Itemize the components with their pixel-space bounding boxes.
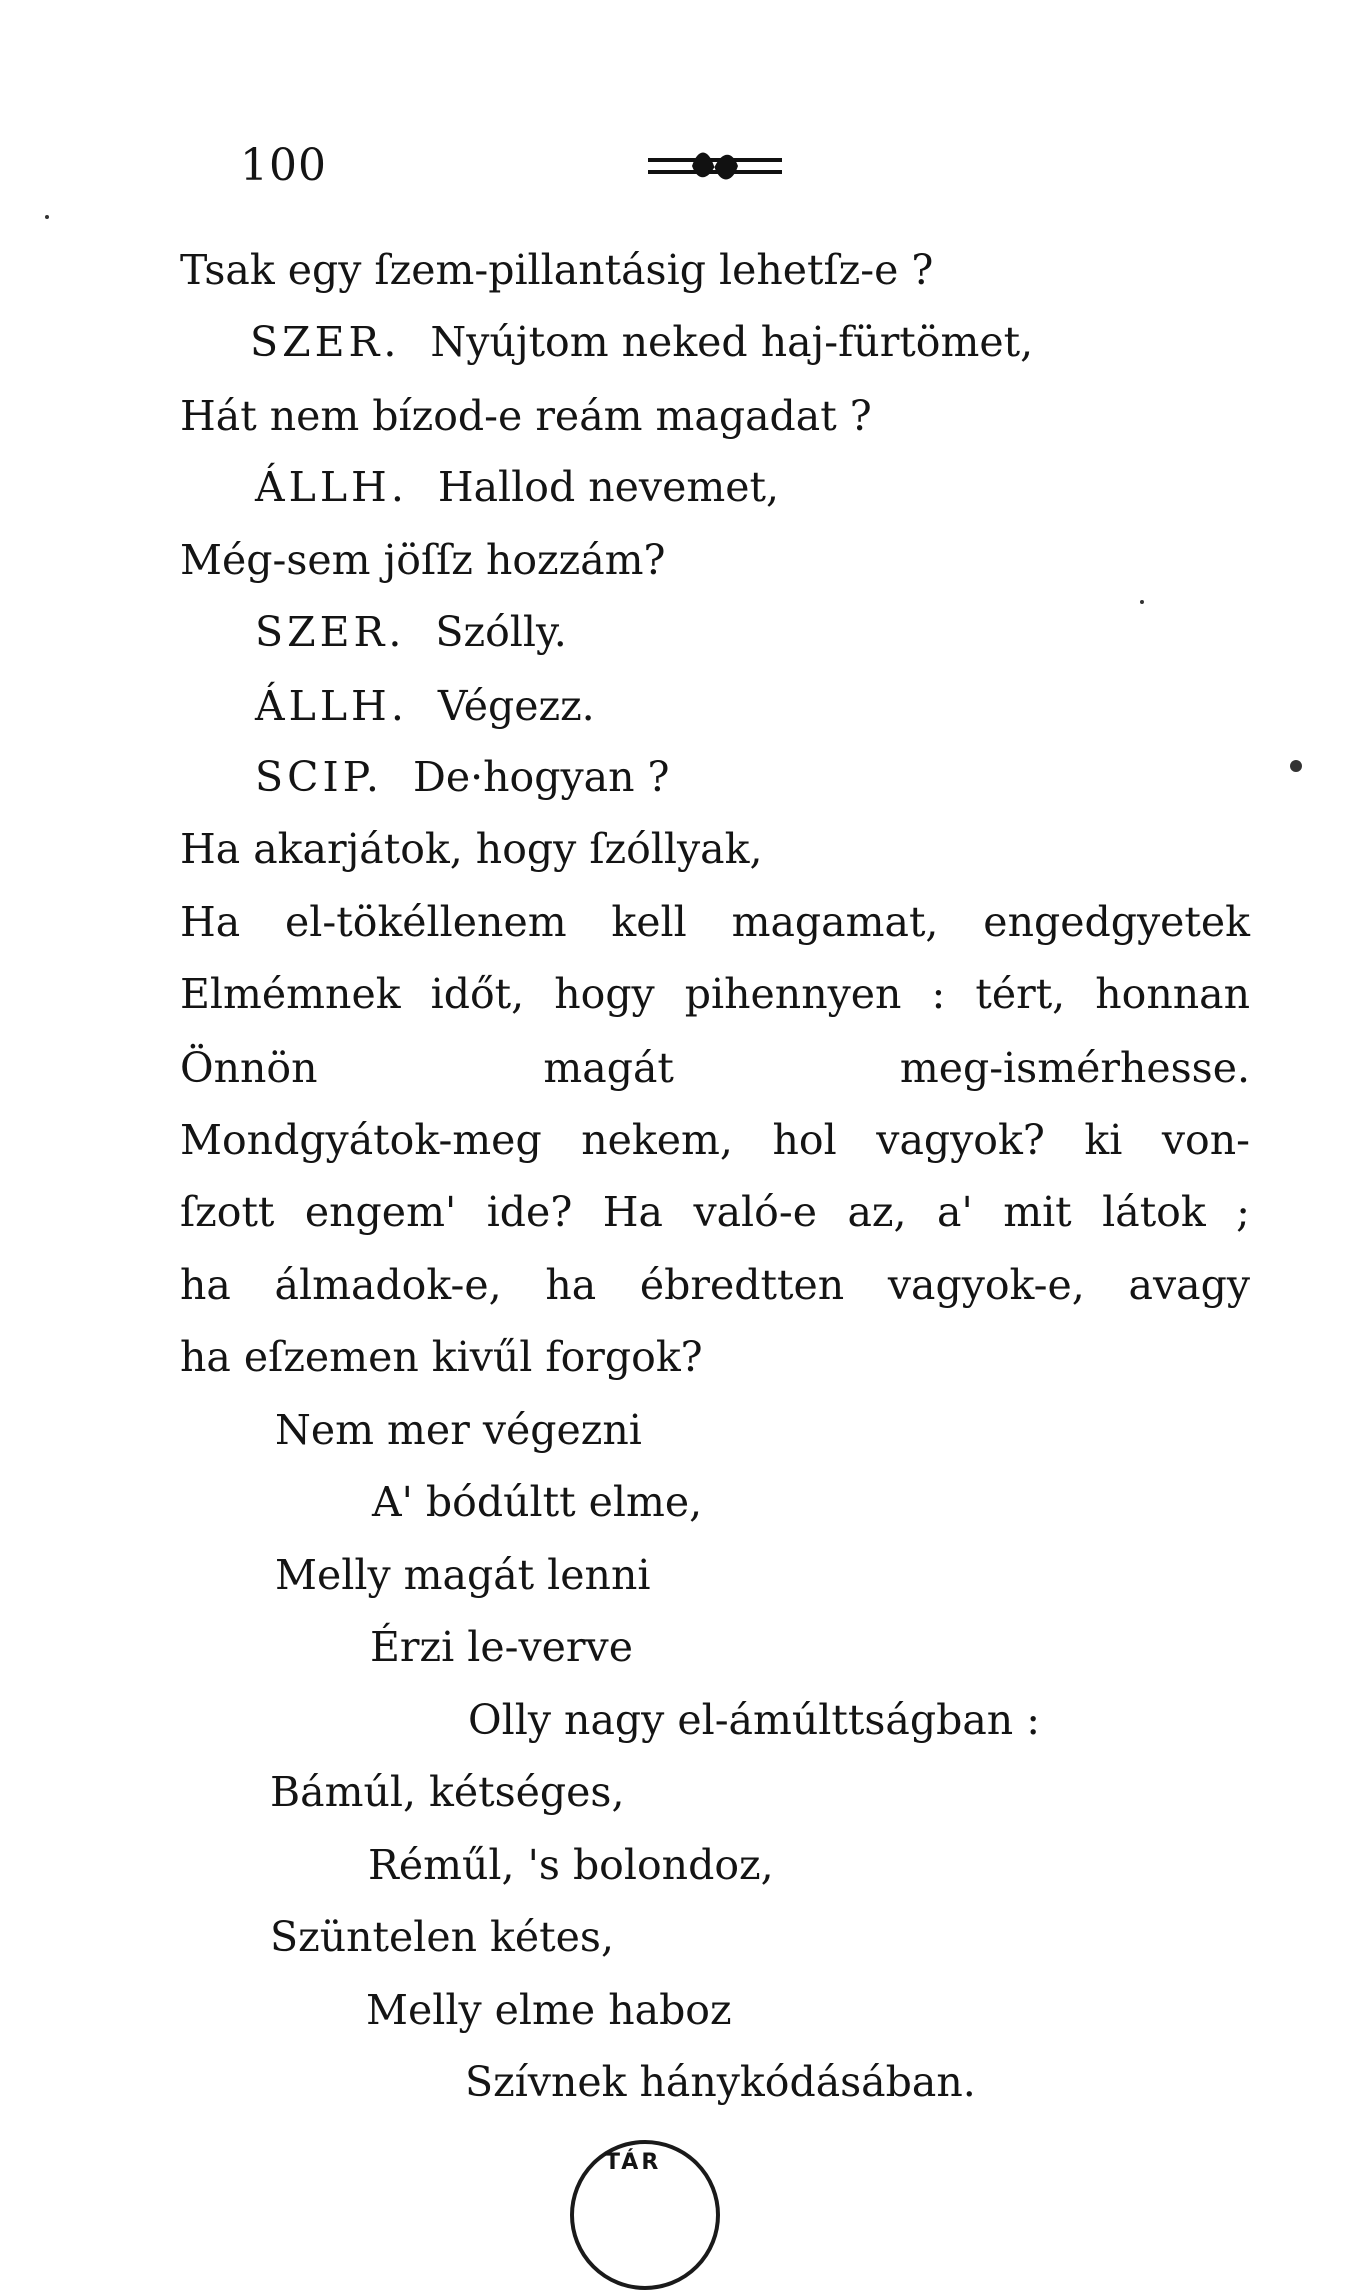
text-line-2: SZER. Nyújtom neked haj-fürtömet, — [250, 318, 1034, 366]
verse-line-1: Nem mer végezni — [275, 1406, 642, 1454]
text-line-14: ſzott engem' ide? Ha való-e az, a' mit látok ; — [180, 1188, 1250, 1236]
speaker-label: SZER. — [255, 608, 406, 656]
page-number: 100 — [240, 140, 327, 191]
verse-line-8: Szüntelen kétes, — [270, 1913, 614, 1961]
speaker-label: SCIP. — [255, 753, 383, 801]
text-line-15: ha álmadok-e, ha ébredtten vagyok-e, avagy — [180, 1261, 1250, 1309]
speaker-label: ÁLLH. — [255, 463, 408, 511]
speaker-label: ÁLLH. — [255, 682, 408, 730]
text-line-4: ÁLLH. Hallod nevemet, — [255, 463, 779, 511]
speaker-label: SZER. — [250, 318, 401, 366]
verse-line-3: Melly magát lenni — [275, 1551, 651, 1599]
stamp-text: TÁR — [605, 2150, 662, 2175]
text-line-7: ÁLLH. Végezz. — [255, 682, 595, 730]
verse-line-5: Olly nagy el-ámúlttságban : — [468, 1696, 1041, 1744]
ornamental-rule-icon — [648, 146, 782, 186]
ink-speck — [1140, 600, 1144, 604]
text-line-9: Ha akarjátok, hogy ſzóllyak, — [180, 825, 763, 873]
verse-line-9: Melly elme haboz — [366, 1986, 732, 2034]
verse-line-4: Érzi le-verve — [370, 1623, 633, 1671]
verse-line-6: Bámúl, kétséges, — [270, 1768, 625, 1816]
text-line-13: Mondgyátok-meg nekem, hol vagyok? ki von- — [180, 1116, 1250, 1164]
verse-line-10: Szívnek hánykódásában. — [465, 2058, 976, 2106]
text-line-8: SCIP. De·hogyan ? — [255, 753, 670, 801]
text-line-10: Ha el-tökéllenem kell magamat, engedgyetek — [180, 898, 1250, 946]
text-line-5: Még-sem jöſſz hozzám? — [180, 536, 666, 584]
ink-speck — [1290, 760, 1302, 772]
ink-speck — [45, 215, 49, 219]
text-line-12: Önnön magát meg-ismérhesse. — [180, 1044, 1250, 1092]
verse-line-7: Réműl, 's bolondoz, — [368, 1841, 774, 1889]
verse-line-2: A' bódúltt elme, — [372, 1478, 703, 1526]
text-line-16: ha eſzemen kivűl forgok? — [180, 1333, 703, 1381]
text-line-11: Elmémnek időt, hogy pihennyen : tért, honnan — [180, 970, 1250, 1018]
text-line-3: Hát nem bízod-e reám magadat ? — [180, 392, 872, 440]
text-line-1: Tsak egy ſzem-pillantásig lehetſz-e ? — [180, 246, 934, 294]
text-line-6: SZER. Szólly. — [255, 608, 567, 656]
